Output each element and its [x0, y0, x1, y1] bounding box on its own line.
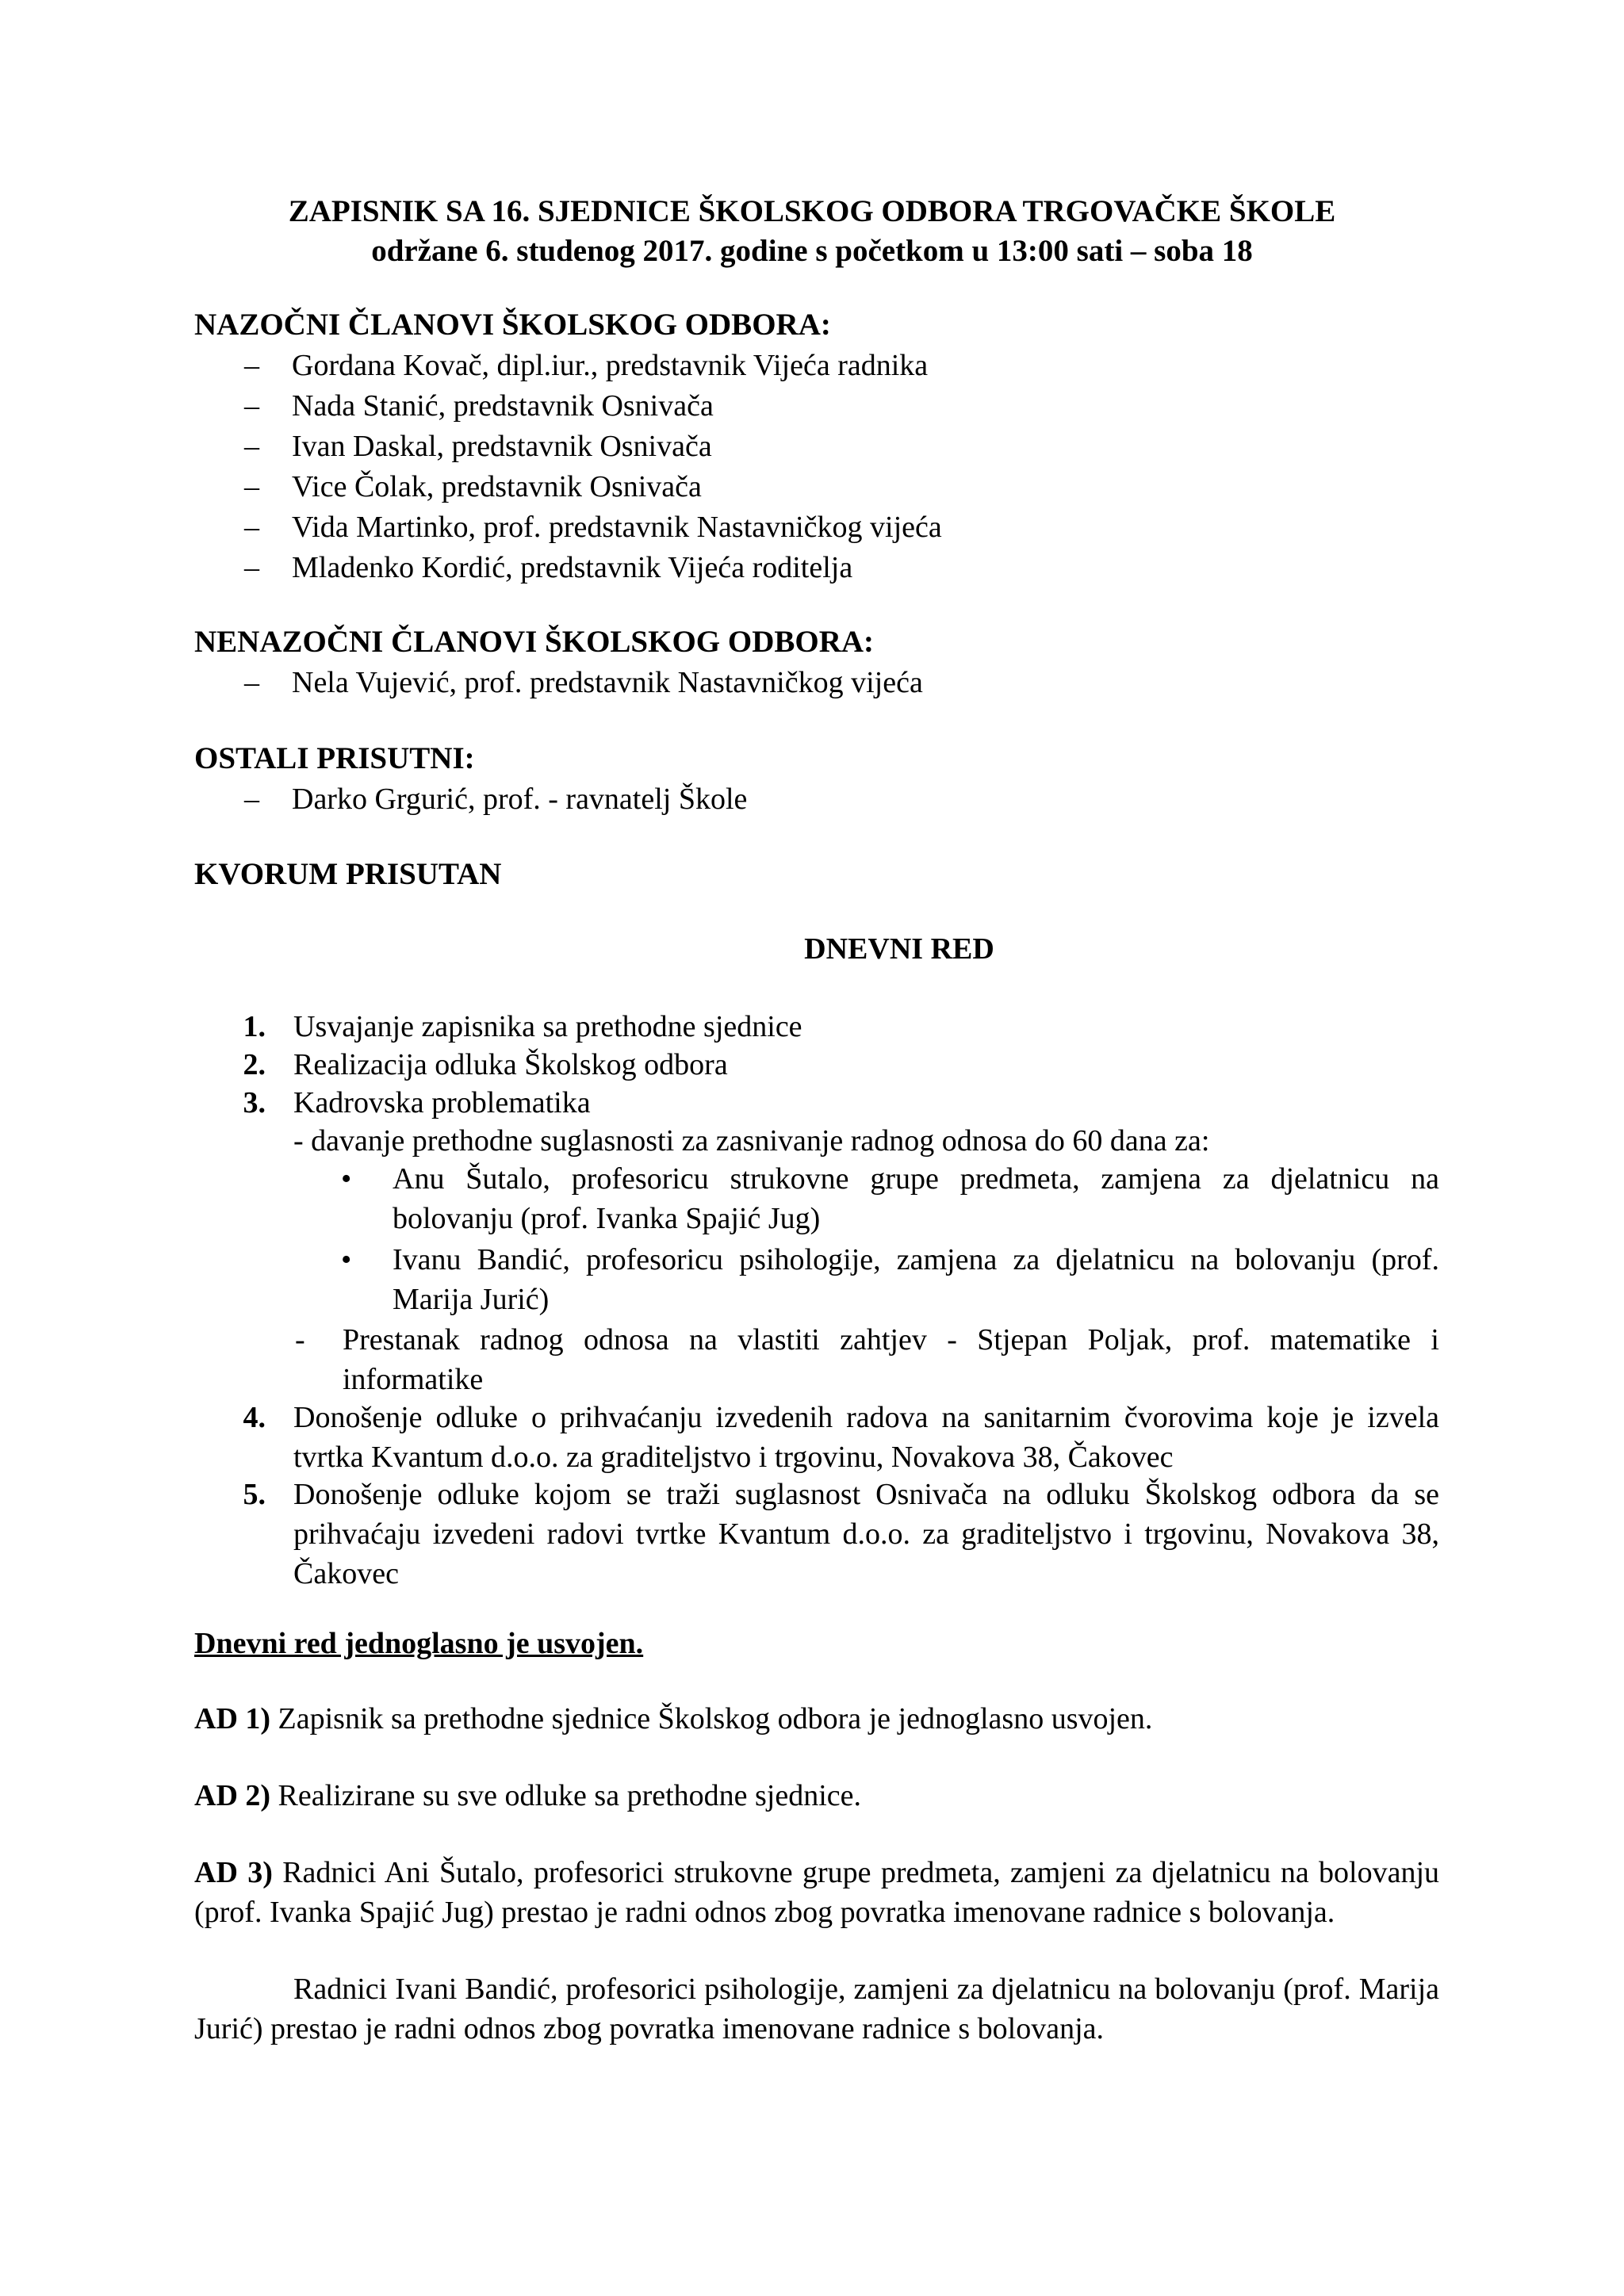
agenda-heading: DNEVNI RED [804, 932, 994, 966]
agenda-number: 1. [243, 1010, 266, 1043]
hyphen-marker: - [295, 1323, 305, 1357]
ad-label: AD 2) [194, 1779, 271, 1812]
dash-marker: – [244, 349, 259, 382]
dash-marker: – [244, 783, 259, 816]
member-text: Mladenko Kordić, predstavnik Vijeća roditelja [292, 551, 853, 584]
member-text: Ivan Daskal, predstavnik Osnivača [292, 430, 712, 463]
agenda-item: Usvajanje zapisnika sa prethodne sjednice [293, 1010, 802, 1043]
ad-label: AD 3) [194, 1856, 273, 1889]
agenda-item: Realizacija odluka Školskog odbora [293, 1048, 728, 1081]
dash-marker: – [244, 511, 259, 544]
member-text: Gordana Kovač, dipl.iur., predstavnik Vijeća radnika [292, 349, 929, 382]
ad-1-paragraph [194, 1699, 1439, 1739]
member-text: Nada Stanić, predstavnik Osnivača [292, 389, 714, 423]
quorum-status: KVORUM PRISUTAN [194, 857, 502, 891]
agenda-number: 5. [243, 1478, 266, 1511]
absent-heading: NENAZOČNI ČLANOVI ŠKOLSKOG ODBORA: [194, 625, 875, 659]
member-text: Vice Čolak, predstavnik Osnivača [292, 470, 702, 503]
agenda-adopted-statement: Dnevni red jednoglasno je usvojen. [194, 1627, 644, 1660]
agenda-subitem-intro: - davanje prethodne suglasnosti za zasnivanje radnog odnosa do 60 dana za: [293, 1124, 1210, 1158]
agenda-item: Donošenje odluke o prihvaćanju izvedenih radova na sanitarnim čvorovima koje je izvela tvrtka Kvantum d.o.o. za graditeljstvo i trgovinu, Novakova 38, Čakovec [293, 1401, 1439, 1474]
attendee-text: Darko Grgurić, prof. - ravnatelj Škole [292, 783, 748, 816]
bullet-marker: • [341, 1162, 352, 1196]
member-text: Vida Martinko, prof. predstavnik Nastavničkog vijeća [292, 511, 942, 544]
ad-text: Zapisnik sa prethodne sjednice Školskog odbora je jednoglasno usvojen. [270, 1702, 1153, 1735]
title-line-2: održane 6. studenog 2017. godine s početkom u 13:00 sati – soba 18 [371, 234, 1253, 268]
ad-3-paragraph [194, 1853, 1439, 1932]
present-heading: NAZOČNI ČLANOVI ŠKOLSKOG ODBORA: [194, 308, 831, 342]
agenda-subitem-termination: Prestanak radnog odnosa na vlastiti zahtjev - Stjepan Poljak, prof. matematike i informatike [343, 1323, 1439, 1396]
ad-2-paragraph [194, 1776, 1439, 1816]
agenda-bullet-item: Anu Šutalo, profesoricu strukovne grupe predmeta, zamjena za djelatnicu na bolovanju (prof. Ivanka Spajić Jug) [393, 1162, 1439, 1235]
agenda-number: 2. [243, 1048, 266, 1081]
dash-marker: – [244, 430, 259, 463]
ad-3-paragraph-2: Radnici Ivani Bandić, profesorici psihologije, zamjeni za djelatnicu na bolovanju (prof. Marija Jurić) prestao je radni odnos zbog povratka imenovane radnice s bolovanja. [194, 1973, 1439, 2045]
agenda-number: 4. [243, 1401, 266, 1434]
dash-marker: – [244, 551, 259, 584]
ad-text: Realizirane su sve odluke sa prethodne sjednice. [270, 1779, 862, 1812]
agenda-item: Kadrovska problematika [293, 1086, 591, 1119]
title-line-1: ZAPISNIK SA 16. SJEDNICE ŠKOLSKOG ODBORA TRGOVAČKE ŠKOLE [288, 194, 1336, 228]
dash-marker: – [244, 666, 259, 699]
agenda-bullet-item: Ivanu Bandić, profesoricu psihologije, zamjena za djelatnicu na bolovanju (prof. Marija Jurić) [393, 1243, 1439, 1316]
dash-marker: – [244, 389, 259, 423]
ad-label: AD 1) [194, 1702, 271, 1735]
others-heading: OSTALI PRISUTNI: [194, 741, 475, 775]
agenda-number: 3. [243, 1086, 266, 1119]
agenda-item: Donošenje odluke kojom se traži suglasnost Osnivača na odluku Školskog odbora da se prihvaćaju izvedeni radovi tvrtke Kvantum d.o.o. za graditeljstvo i trgovinu, Novakova 38, Čakovec [293, 1478, 1439, 1590]
dash-marker: – [244, 470, 259, 503]
member-text: Nela Vujević, prof. predstavnik Nastavničkog vijeća [292, 666, 923, 699]
bullet-marker: • [341, 1243, 352, 1276]
ad-text: Radnici Ani Šutalo, profesorici strukovne grupe predmeta, zamjeni za djelatnicu na bolovanju (prof. Ivanka Spajić Jug) prestao je radni odnos zbog povratka imenovane radnice s bolovanja. [194, 1856, 1440, 1929]
